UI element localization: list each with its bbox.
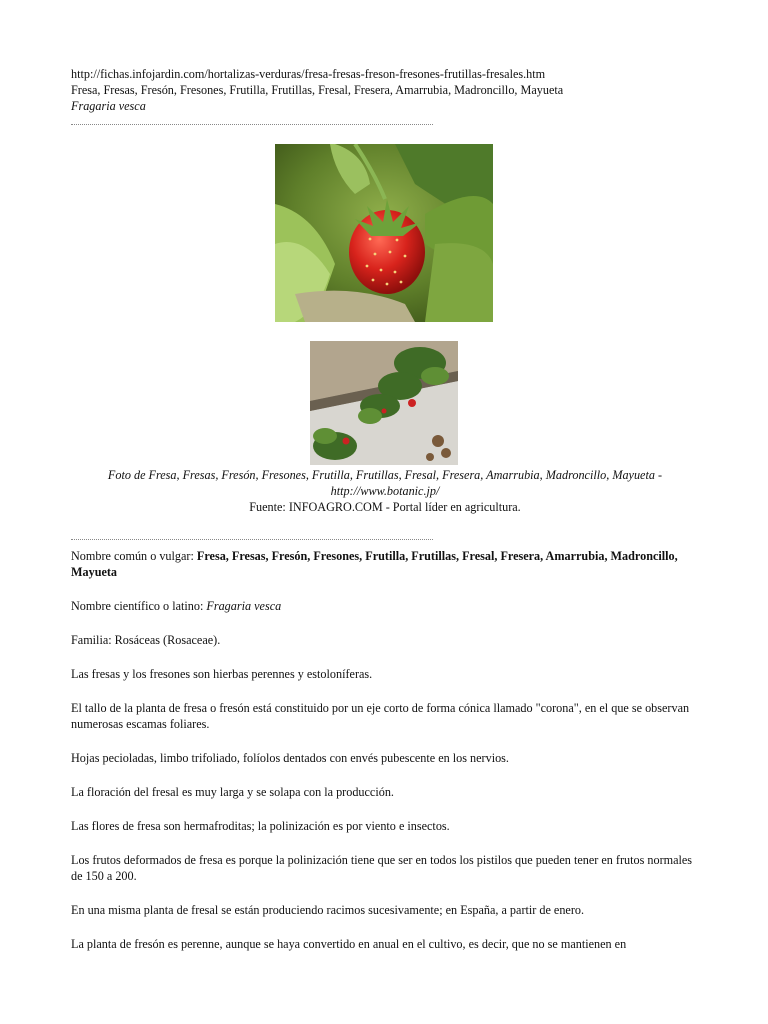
header-block [71,66,699,125]
caption-link[interactable]: http://www.botanic.jp/ [330,484,440,498]
source-url[interactable]: http://fichas.infojardin.com/hortalizas-verduras/fresa-fresas-freson-fresones-frutillas-fresales.htm [71,67,546,81]
paragraph: En una misma planta de fresal se están produciendo racimos sucesivamente; en España, a partir de enero. [71,903,585,917]
common-name-label: Nombre común o vulgar: [71,549,197,563]
dotted-divider [71,124,433,125]
common-name-paragraph [71,548,699,580]
scientific-name-value: Fragaria vesca [206,599,282,613]
scientific-name-paragraph [71,598,699,614]
dotted-divider [71,539,433,540]
paragraph: Las flores de fresa son hermafroditas; la polinización es por viento e insectos. [71,819,450,833]
common-name-value: Fresa, Fresas, Fresón, Fresones, Frutilla, Frutillas, Fresal, Fresera, Amarrubia, Madroncillo, Mayueta [71,549,678,579]
article-body [71,548,699,970]
strawberry-plants-photo [310,341,458,465]
paragraph: Los frutos deformados de fresa es porque la polinización tiene que ser en todos los pistilos que pueden tener en frutos normales de 150 a 200. [71,853,693,883]
paragraph: Hojas pecioladas, limbo trifoliado, folíolos dentados con envés pubescente en los nervios. [71,751,509,765]
photo-caption [71,467,699,515]
paragraph: Las fresas y los fresones son hierbas perennes y estoloníferas. [71,667,373,681]
paragraph: El tallo de la planta de fresa o fresón está constituido por un eje corto de forma cónica llamado "corona", en el que se observan numerosas escamas foliares. [71,701,690,731]
family-paragraph: Familia: Rosáceas (Rosaceae). [71,633,221,647]
paragraph: La planta de fresón es perenne, aunque se haya convertido en anual en el cultivo, es decir, que no se mantienen en [71,937,627,951]
paragraph: La floración del fresal es muy larga y se solapa con la producción. [71,785,394,799]
caption-line-1: Foto de Fresa, Fresas, Fresón, Fresones, Frutilla, Frutillas, Fresal, Fresera, Amarrubia, Madroncillo, Mayueta - [107,468,663,482]
plant-names: Fresa, Fresas, Fresón, Fresones, Frutilla, Frutillas, Fresal, Fresera, Amarrubia, Madroncillo, Mayueta [71,83,564,97]
latin-name: Fragaria vesca [71,99,146,113]
scientific-name-label: Nombre científico o latino: [71,599,207,613]
strawberry-photo [275,144,493,322]
caption-source: Fuente: INFOAGRO.COM - Portal líder en agricultura. [249,500,521,514]
